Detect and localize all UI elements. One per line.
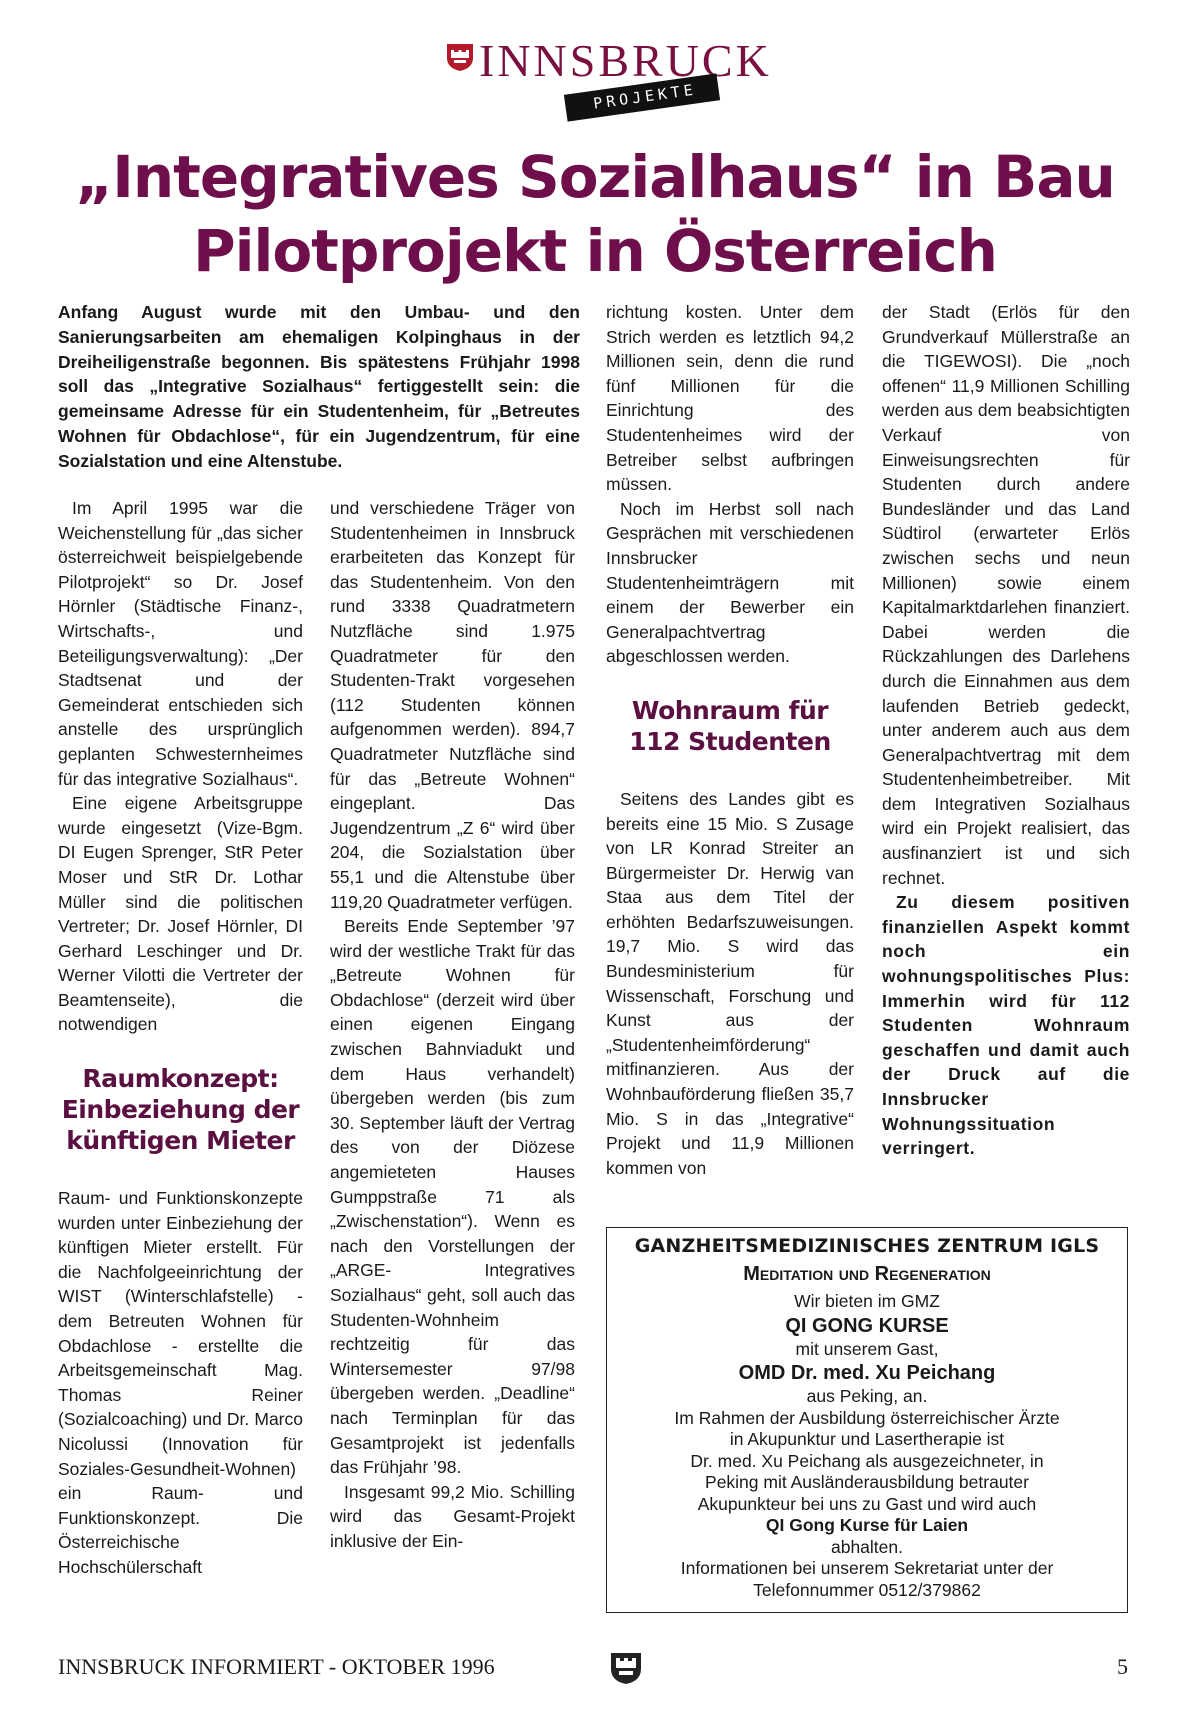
headline — [40, 140, 1150, 288]
innsbruck-crest-icon — [445, 42, 475, 72]
ad-line: Wir bieten im GMZ — [794, 1291, 940, 1311]
ad-line: mit unserem Gast, — [795, 1338, 939, 1359]
subheading-raumkonzept: Raumkonzept: Einbeziehung der künftigen Mieter — [61, 1064, 300, 1156]
subheading-wohnraum: Wohnraum für 112 Studenten — [629, 695, 831, 756]
footer — [58, 1650, 1128, 1686]
paragraph: Insgesamt 99,2 Mio. Schilling wird das Gesamt-Projekt inklusive der Ein- — [330, 1481, 575, 1551]
column-2 — [330, 496, 575, 1554]
paragraph: Noch im Herbst soll nach Gesprächen mit verschiedenen Innsbrucker Studentenheimträgern mit einem der Bewerber ein Generalpachtvertrag abgeschlossen werden. — [606, 498, 854, 667]
ad-line: Akupunkteur bei uns zu Gast und wird auch — [697, 1493, 1037, 1514]
paragraph: Im April 1995 war die Weichenstellung für „das sicher österreichweit beispielgebende Pilotprojekt“ so Dr. Josef Hörnler (Städtische Finanz-, Wirtschafts-, und Beteiligungsverwaltung): „Der Stadtsenat und der Gemeinderat entschieden sich anstelle des ursprünglich geplanten Schwesternheimes für das integrative Sozialhaus“. — [58, 498, 303, 789]
paragraph: Bereits Ende September ’97 wird der westliche Trakt für das „Betreute Wohnen für Obdachlose“ (derzeit wird über einen eigenen Eingang zwischen Bahnviadukt und dem Haus verhandelt) übergeben werden (bis zum 30. September läuft der Vertrag des von der Diözese angemieteten Hauses Gumppstraße 71 als „Zwischenstation“). Wenn es nach den Vorstellungen der „ARGE- Integratives Sozialhaus“ geht, soll auch das Studenten-Wohnheim rechtzeitig für das Wintersemester 97/98 übergeben werden. „Deadline“ nach Terminplan für das Gesamtprojekt ist jedenfalls das Frühjahr ’98. — [330, 916, 575, 1478]
column-4 — [882, 300, 1130, 1161]
column-3 — [606, 300, 854, 1180]
brand-name: INNSBRUCK — [479, 35, 772, 86]
column-1 — [58, 496, 303, 1580]
paragraph: und verschiedene Träger von Studentenheimen in Innsbruck erarbeiteten das Konzept für das Studentenheim. Von den rund 3338 Quadratmetern Nutzfläche sind 1.975 Quadratmeter für den Studenten-Trakt vorgesehen (112 Studenten können aufgenommen werden). 894,7 Quadratmeter Nutzfläche sind für das „Betreute Wohnen“ eingeplant. Das Jugendzentrum „Z 6“ wird über 204, die Sozialstation über 55,1 und die Altenstube über 119,20 Quadratmeter verfügen. — [330, 498, 575, 912]
masthead — [445, 35, 772, 126]
ad-course-name: QI GONG KURSE — [785, 1314, 949, 1337]
paragraph: Seitens des Landes gibt es bereits eine 15 Mio. S Zusage von LR Konrad Streiter an Bürgermeister Dr. Herwig van Staa aus dem Titel der erhöhten Bedarfszuweisungen. 19,7 Mio. S wird das Bundesministerium für Wissenschaft, Forschung und Kunst aus der „Studentenheimförderung“ mitfinanzieren. Aus der Wohnbauförderung fließen 35,7 Mio. S in das „Integrative“ Projekt und 11,9 Millionen kommen von — [606, 788, 854, 1178]
paragraph-bold: Zu diesem positiven finanziellen Aspekt kommt noch ein wohnungspolitisches Plus: Immerhin wird für 112 Studenten Wohnraum geschaffen und damit auch der Druck auf die Innsbrucker Wohnungssituation verringert. — [882, 892, 1130, 1159]
paragraph: der Stadt (Erlös für den Grundverkauf Müllerstraße an die TIGEWOSI). Die „noch offenen“ 11,9 Millionen Schilling werden aus dem beabsichtigten Verkauf von Einweisungsrechten für Studenten durch andere Bundesländer und das Land Südtirol (erwarteter Erlös zwischen sechs und neun Millionen) sowie einem Kapitalmarktdarlehen finanziert. Dabei werden die Rückzahlungen des Darlehens durch die Einnahmen aus dem laufenden Betrieb gedeckt, unter anderem auch aus dem Generalpachtvertrag mit dem Studentenheimbetreiber. Mit dem Integrativen Sozialhaus wird ein Projekt realisiert, das ausfinanziert ist und sich rechnet. — [882, 302, 1130, 888]
ad-line: abhalten. — [830, 1536, 903, 1557]
ad-subtitle: Meditation und Regeneration — [743, 1262, 991, 1285]
section-tag: PROJEKTE — [564, 73, 721, 121]
page-number: 5 — [1117, 1654, 1128, 1679]
footer-publication: INNSBRUCK INFORMIERT - OKTOBER 1996 — [58, 1654, 495, 1679]
advertisement-box — [606, 1227, 1128, 1613]
ad-line: aus Peking, an. — [806, 1386, 928, 1406]
paragraph: Eine eigene Arbeitsgruppe wurde eingesetzt (Vize-Bgm. DI Eugen Sprenger, StR Peter Moser und StR Dr. Lothar Müller sind die politischen Vertreter; Dr. Josef Hörnler, DI Gerhard Leschinger und Dr. Werner Vilotti die Vertreter der Beamtenseite), die notwendigen — [58, 793, 303, 1035]
ad-line-bold: QI Gong Kurse für Laien — [765, 1515, 969, 1535]
ad-line: Peking mit Ausländerausbildung betrauter — [705, 1472, 1029, 1492]
ad-guest-name: OMD Dr. med. Xu Peichang — [738, 1362, 996, 1384]
ad-line: Informationen bei unserem Sekretariat unter der — [680, 1558, 1054, 1578]
ad-phone: Telefonnummer 0512/379862 — [753, 1579, 981, 1600]
ad-line: in Akupunktur und Lasertherapie ist — [729, 1429, 1005, 1449]
paragraph: richtung kosten. Unter dem Strich werden es letztlich 94,2 Millionen sein, denn die rund fünf Millionen für die Einrichtung des Studentenheimes wird der Betreiber selbst aufbringen müssen. — [606, 302, 854, 495]
paragraph: Raum- und Funktionskonzepte wurden unter Einbeziehung der künftigen Mieter erstellt. Für die Nachfolgeeinrichtung der WIST (Winterschlafstelle) - dem Betreuten Wohnen für Obdachlose - erstellte die Arbeitsgemeinschaft Mag. Thomas Reiner (Sozialcoaching) und Dr. Marco Nicolussi (Innovation für Soziales-Gesundheit-Wohnen) ein Raum- und Funktionskonzept. Die Österreichische Hochschülerschaft — [58, 1188, 303, 1577]
ad-line: Im Rahmen der Ausbildung österreichischer Ärzte — [674, 1407, 1060, 1428]
ad-title: GANZHEITSMEDIZINISCHES ZENTRUM IGLS — [634, 1235, 1100, 1257]
lead-paragraph: Anfang August wurde mit den Umbau- und den Sanierungsarbeiten am ehemaligen Kolpinghaus in der Dreiheiligenstraße begonnen. Bis spätestens Frühjahr 1998 soll das „Integrative Sozialhaus“ fertiggestellt sein: die gemeinsame Adresse für ein Studentenheim, für „Betreutes Wohnen für Obdachlose“, für ein Jugendzentrum, für eine Sozialstation und eine Altenstube. — [58, 302, 580, 471]
ad-line: Dr. med. Xu Peichang als ausgezeichneter, in — [690, 1450, 1044, 1471]
headline-line-1: „Integratives Sozialhaus“ in Bau — [75, 143, 1115, 211]
footer-crest-icon — [608, 1650, 644, 1686]
headline-line-2: Pilotprojekt in Österreich — [193, 217, 997, 285]
